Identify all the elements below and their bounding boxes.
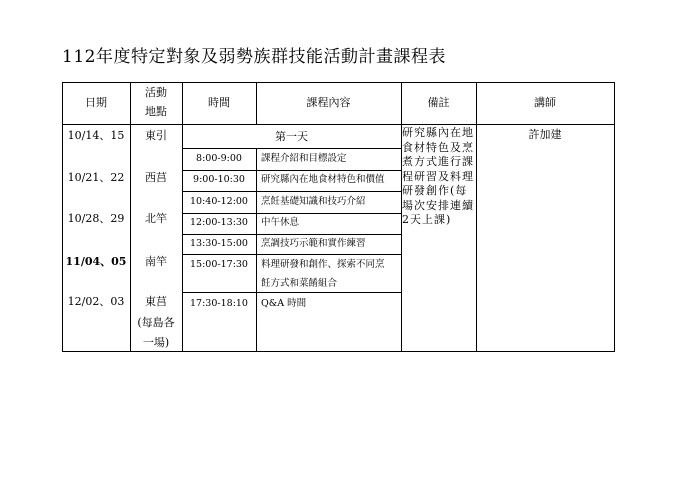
venue-4: 南竿	[145, 255, 167, 268]
row-divider	[182, 191, 401, 192]
header-instructor: 講師	[534, 96, 556, 109]
header-time: 時間	[208, 96, 230, 109]
session-time-4: 12:00-13:30	[190, 217, 248, 228]
col-divider-time-body	[256, 148, 257, 352]
date-2: 10/21、22	[67, 171, 125, 184]
venue-2: 西莒	[145, 171, 167, 184]
session-content-5: 烹調技巧示範和實作練習	[261, 238, 366, 249]
venue-3: 北竿	[145, 212, 167, 225]
date-1: 10/14、15	[67, 129, 125, 142]
table-border-right	[614, 82, 615, 352]
session-content-7: Q&A 時間	[261, 298, 307, 309]
session-time-1: 8:00-9:00	[196, 153, 242, 164]
instructor-name: 許加建	[528, 128, 562, 141]
page-title: 112年度特定對象及弱勢族群技能活動計畫課程表	[62, 47, 446, 67]
session-content-6-line2: 飪方式和菜餚組合	[261, 278, 338, 289]
venue-1: 東引	[145, 129, 167, 142]
session-content-4: 中午休息	[261, 217, 300, 228]
header-venue-line2: 地點	[145, 105, 167, 118]
notes-text: 研究縣內在地食材特色及烹煮方式進行課程研習及料理研發創作(每場次安排連續2天上課)	[402, 126, 474, 226]
session-time-7: 17:30-18:10	[190, 298, 248, 309]
header-notes: 備註	[427, 96, 450, 109]
session-time-3: 10:40-12:00	[190, 196, 248, 207]
day-label: 第一天	[275, 130, 308, 143]
row-divider	[182, 148, 401, 149]
row-divider	[182, 292, 401, 293]
header-date: 日期	[85, 96, 107, 109]
table-border-bottom	[62, 351, 615, 352]
header-venue-line1: 活動	[145, 86, 167, 99]
session-content-6-line1: 料理研發和創作、探索不同烹	[261, 259, 385, 270]
header-content: 課程內容	[306, 96, 351, 109]
date-3: 10/28、29	[67, 212, 125, 225]
row-divider	[182, 254, 401, 255]
row-divider	[182, 170, 401, 171]
col-divider-notes	[476, 82, 477, 352]
row-divider	[182, 213, 401, 214]
session-time-6: 15:00-17:30	[190, 259, 248, 270]
row-divider	[182, 234, 401, 235]
venue-5-line2: (每島各	[137, 316, 175, 329]
session-content-3: 烹飪基礎知識和技巧介紹	[261, 196, 366, 207]
venue-5-line1: 東莒	[145, 295, 167, 308]
venue-5-line3: 一場)	[142, 336, 170, 349]
session-content-2: 研究縣內在地食材特色和價值	[261, 174, 385, 185]
date-4: 11/04、05	[65, 255, 127, 268]
header-divider	[62, 124, 615, 125]
table-border-top	[62, 82, 615, 83]
course-schedule-table	[62, 82, 615, 352]
session-time-5: 13:30-15:00	[190, 238, 248, 249]
session-time-2: 9:00-10:30	[193, 174, 245, 185]
date-5: 12/02、03	[67, 295, 125, 308]
session-content-1: 課程介紹和目標設定	[261, 153, 347, 164]
